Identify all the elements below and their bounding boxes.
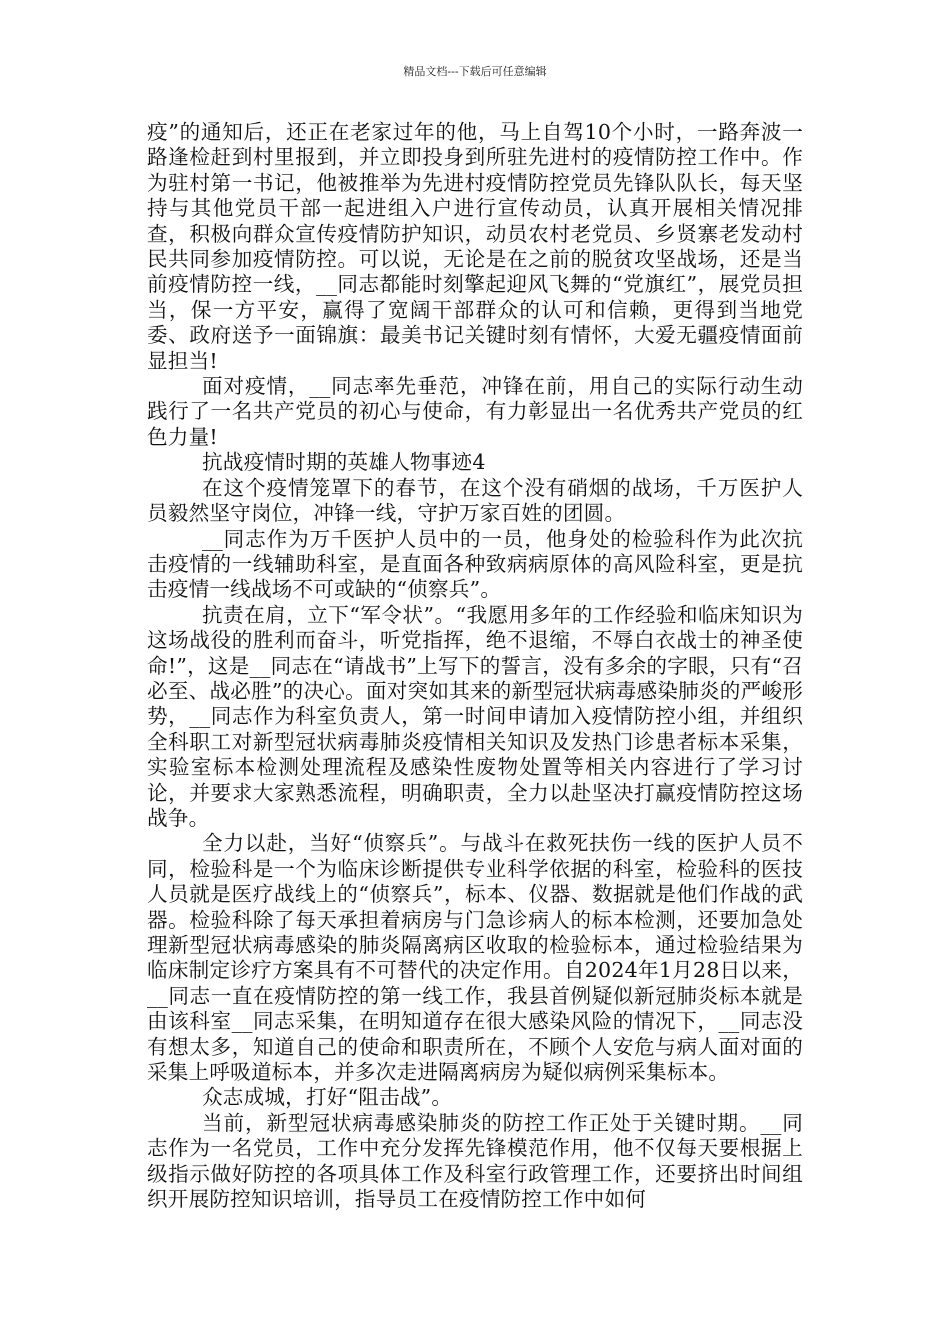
paragraph-7: 众志成城，打好“阻击战”。 bbox=[202, 1085, 453, 1110]
paragraph-4: __同志作为万千医护人员中的一员，他身处的检验科作为此次抗击疫情的一线辅助科室，是直面各种致病病原体的高风险科室，更是抗击疫情一线战场不可或缺的“侦察兵”。 bbox=[147, 526, 803, 602]
paragraph-8: 当前，新型冠状病毒感染肺炎的防控工作正处于关键时期。__同志作为一名党员，工作中充分发挥先锋模范作用，他不仅每天要根据上级指示做好防控的各项具体工作及科室行政管理工作，还要挤出时间组织开展防控知识培训，指导员工在疫情防控工作中如何 bbox=[147, 1110, 803, 1212]
paragraph-6: 全力以赴，当好“侦察兵”。与战斗在救死扶伤一线的医护人员不同，检验科是一个为临床诊断提供专业科学依据的科室，检验科的医技人员就是医疗战线上的“侦察兵”，标本、仪器、数据就是他们作战的武器。检验科除了每天承担着病房与门急诊病人的标本检测，还要加急处理新型冠状病毒感染的肺炎隔离病区收取的检验标本，通过检验结果为临床制定诊疗方案具有不可替代的决定作用。自2024年1月28日以来，__同志一直在疫情防控的第一线工作，我县首例疑似新冠肺炎标本就是由该科室__同志采集，在明知道存在很大感染风险的情况下，__同志没有想太多，知道自己的使命和职责所在，不顾个人安危与病人面对面的采集上呼吸道标本，并多次走进隔离病房为疑似病例采集标本。 bbox=[147, 831, 803, 1085]
paragraph-1: 疫”的通知后，还正在老家过年的他，马上自驾10个小时，一路奔波一路逢检赶到村里报到，并立即投身到所驻先进村的疫情防控工作中。作为驻村第一书记，他被推举为先进村疫情防控党员先锋队队长，每天坚持与其他党员干部一起进组入户进行宣传动员，认真开展相关情况排查，积极向群众宣传疫情防护知识，动员农村老党员、乡贤寨老发动村民共同参加疫情防控。可以说，无论是在之前的脱贫攻坚战场，还是当前疫情防控一线，__同志都能时刻擎起迎风飞舞的“党旗红”，展党员担当，保一方平安，赢得了宽阔干部群众的认可和信赖，更得到当地党委、政府送予一面锦旗：最美书记关键时刻有情怀，大爱无疆疫情面前显担当! bbox=[147, 120, 803, 373]
paragraph-5: 抗责在肩，立下“军令状”。“我愿用多年的工作经验和临床知识为这场战役的胜利而奋斗，听党指挥，绝不退缩，不辱白衣战士的神圣使命!”，这是__同志在“请战书”上写下的誓言，没有多余的字眼，只有“召必至、战必胜”的决心。面对突如其来的新型冠状病毒感染肺炎的严峻形势，__同志作为科室负责人，第一时间申请加入疫情防控小组，并组织全科职工对新型冠状病毒肺炎疫情相关知识及发热门诊患者标本采集，实验室标本检测处理流程及感染性废物处置等相关内容进行了学习讨论，并要求大家熟悉流程，明确职责，全力以赴坚决打赢疫情防控这场战争。 bbox=[147, 602, 803, 830]
document-body bbox=[147, 120, 803, 1212]
paragraph-2: 面对疫情，__同志率先垂范，冲锋在前，用自己的实际行动生动践行了一名共产党员的初心与使命，有力彰显出一名优秀共产党员的红色力量! bbox=[147, 374, 803, 449]
section-heading: 抗战疫情时期的英雄人物事迹4 bbox=[202, 450, 486, 475]
paragraph-3: 在这个疫情笼罩下的春节，在这个没有硝烟的战场，千万医护人员毅然坚守岗位，冲锋一线，守护万家百姓的团圆。 bbox=[147, 475, 803, 526]
page-header: 精品文档---下载后可任意编辑 bbox=[403, 65, 547, 78]
